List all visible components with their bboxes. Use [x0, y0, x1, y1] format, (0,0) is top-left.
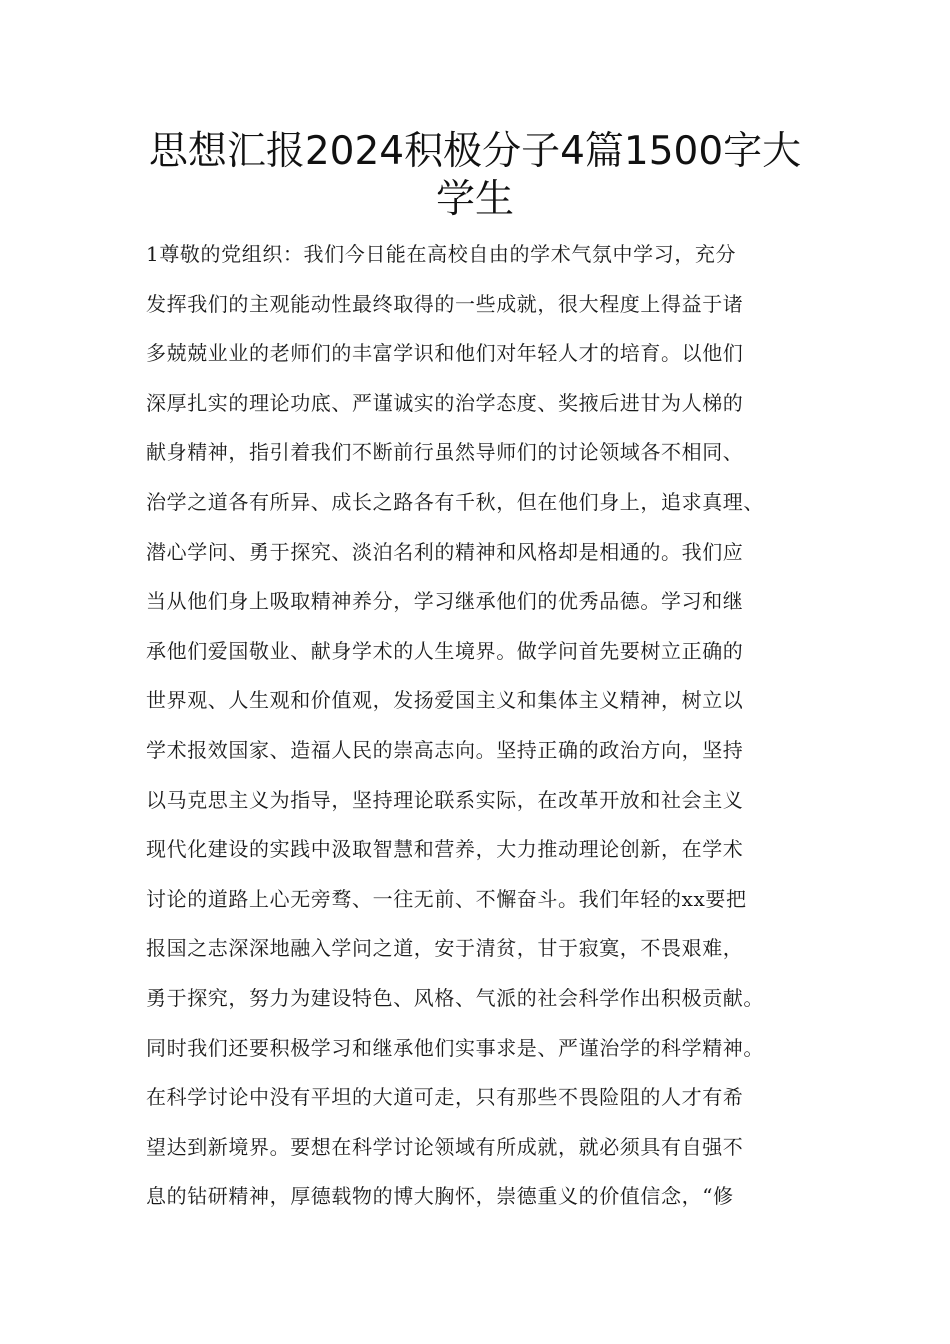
body-line: 望达到新境界。要想在科学讨论领域有所成就，就必须具有自强不 [146, 1134, 744, 1159]
body-line: 息的钻研精神，厚德载物的博大胸怀，崇德重义的价值信念，“修 [146, 1184, 734, 1209]
body-line: 治学之道各有所异、成长之路各有千秋，但在他们身上，追求真理、 [146, 489, 764, 514]
title-line-2: 学生 [435, 177, 514, 222]
body-line: 以马克思主义为指导，坚持理论联系实际，在改革开放和社会主义 [146, 787, 744, 812]
body-line: 承他们爱国敬业、献身学术的人生境界。做学问首先要树立正确的 [146, 638, 744, 663]
document-title [120, 128, 830, 224]
body-line: 勇于探究，努力为建设特色、风格、气派的社会科学作出积极贡献。 [146, 985, 764, 1010]
body-line: 深厚扎实的理论功底、严谨诚实的治学态度、奖掖后进甘为人梯的 [146, 390, 744, 415]
body-line: 世界观、人生观和价值观，发扬爱国主义和集体主义精神，树立以 [146, 688, 744, 713]
body-line: 多兢兢业业的老师们的丰富学识和他们对年轻人才的培育。以他们 [146, 341, 744, 366]
body-line: 同时我们还要积极学习和继承他们实事求是、严谨治学的科学精神。 [146, 1035, 764, 1060]
body-line: 当从他们身上吸取精神养分，学习继承他们的优秀品德。学习和继 [146, 589, 744, 614]
body-line: 现代化建设的实践中汲取智慧和营养，大力推动理论创新，在学术 [146, 837, 744, 862]
body-line: 潜心学问、勇于探究、淡泊名利的精神和风格却是相通的。我们应 [146, 539, 744, 564]
body-line: 在科学讨论中没有平坦的大道可走，只有那些不畏险阻的人才有希 [146, 1085, 744, 1110]
body-line: 献身精神，指引着我们不断前行虽然导师们的讨论领域各不相同、 [146, 440, 744, 465]
document-body [146, 230, 836, 1222]
body-line: 学术报效国家、造福人民的崇高志向。坚持正确的政治方向，坚持 [146, 737, 744, 762]
body-line: 发挥我们的主观能动性最终取得的一些成就，很大程度上得益于诸 [146, 291, 744, 316]
body-line: 1尊敬的党组织：我们今日能在高校自由的学术气氛中学习，充分 [146, 242, 737, 266]
title-line-1: 思想汇报2024积极分子4篇1500字大 [148, 129, 802, 174]
body-line: 讨论的道路上心无旁骛、一往无前、不懈奋斗。我们年轻的xx要把 [146, 886, 747, 911]
body-line: 报国之志深深地融入学问之道，安于清贫，甘于寂寞，不畏艰难， [146, 936, 744, 961]
